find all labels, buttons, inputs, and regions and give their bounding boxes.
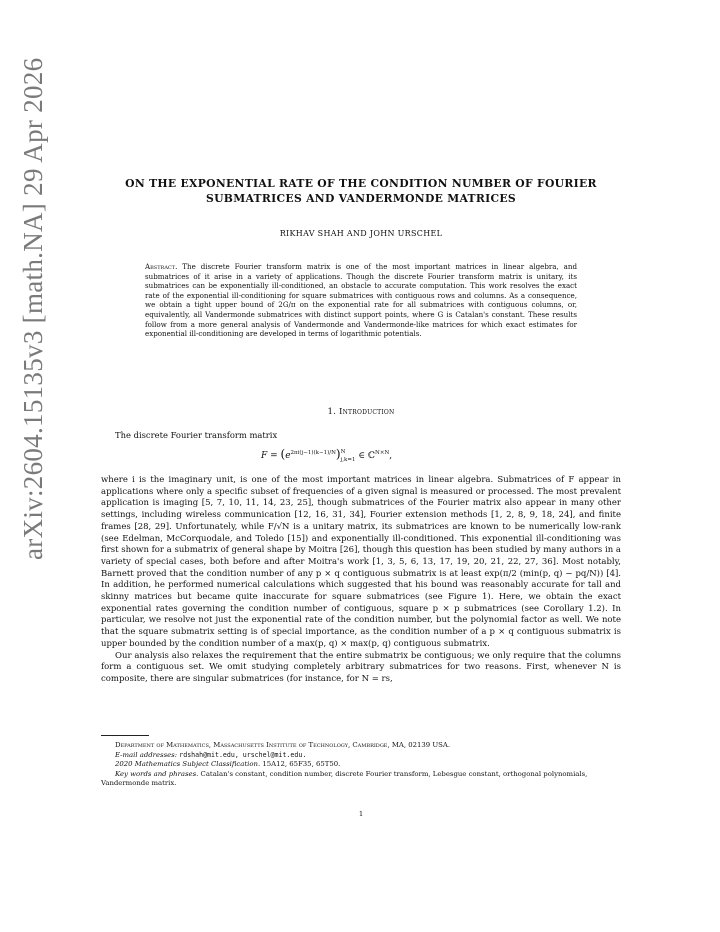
footnote-msc-label: 2020 Mathematics Subject Classification. xyxy=(115,760,261,768)
footnote-affiliation: Department of Mathematics, Massachusetts Institute of Technology, Cambridge, MA, 02139 USA. xyxy=(115,741,451,749)
footnote-keywords-line xyxy=(101,770,621,789)
footnote-msc-line xyxy=(101,760,621,770)
footnote-emails-line xyxy=(101,751,621,761)
eq-lhs: F = xyxy=(261,451,281,461)
eq-rhs: ∈ ℂ xyxy=(355,451,376,461)
footnotes xyxy=(101,741,621,789)
footnote-keywords: Catalan's constant, condition number, discrete Fourier transform, Lebesgue constant, orthogonal polynomials, Vandermonde matrix. xyxy=(101,769,588,787)
footnote-msc: 15A12, 65F35, 65T50. xyxy=(262,760,341,768)
eq-base: e xyxy=(285,451,291,461)
fourier-matrix-equation xyxy=(261,447,392,464)
eq-upper-limit: N xyxy=(340,448,346,455)
title-line-2: SUBMATRICES AND VANDERMONDE MATRICES xyxy=(205,192,517,205)
intro-paragraph-2: Our analysis also relaxes the requirement that the entire submatrix be contiguous; we only require that the columns form a contiguous set. We omit studying completely arbitrary submatrices for two reasons. First, whenever N is composite, there are singular submatrices (for instance, for N = rs, xyxy=(101,650,621,684)
footnote-emails: rdshah@mit.edu, urschel@mit.edu. xyxy=(179,750,307,759)
abstract-text: The discrete Fourier transform matrix is one of the most important matrices in linear algebra, and submatrices of it arise in a variety of applications. Though the discrete Fourier transform matrix is unitary, its submatrices can be exponentially ill-conditioned, an obstacle to accurate computation. This work resolves the exact rate of the exponential ill-conditioning for square submatrices with contiguous rows and columns. As a consequence, we obtain a tight upper bound of 2G/π on the exponential rate for all submatrices with contiguous columns, or, equivalently, all Vandermonde submatrices with distinct support points, where G is Catalan's constant. These results follow from a more general analysis of Vandermonde and Vandermonde-like matrices for which exact estimates for exponential ill-conditioning are developed in terms of logarithmic potentials. xyxy=(145,262,577,339)
page-number: 1 xyxy=(358,810,364,818)
footnote-keywords-label: Key words and phrases. xyxy=(115,769,199,778)
title-line-1: ON THE EXPONENTIAL RATE OF THE CONDITION NUMBER OF FOURIER xyxy=(125,177,597,190)
introduction-body xyxy=(101,475,621,686)
eq-close-paren: ) xyxy=(335,447,341,461)
arxiv-identifier-stamp: arXiv:2604.15135v3 [math.NA] 29 Apr 2026 xyxy=(18,57,48,560)
intro-paragraph-1: where i is the imaginary unit, is one of the most important matrices in linear algebra. Submatrices of F appear in applications where only a specific subset of frequencies of a given signal is measured or processed. The most prevalent application is imaging [5, 7, 10, 11, 14, 23, 25], though submatrices of the Fourier matrix also appear in many other settings, including wireless communication [12, 16, 31, 34], Fourier extension methods [1, 2, 8, 9, 18, 24], and finite frames [28, 29]. Unfortunately, while F/√N is a unitary matrix, its submatrices are known to be numerically low-rank (see Edelman, McCorquodale, and Toledo [15]) and exponentially ill-conditioned. This exponential ill-conditioning was first shown for a submatrix of general shape by Moitra [26], though this question has been studied by many authors in a variety of special cases, both before and after Moitra's work [1, 3, 5, 6, 13, 17, 19, 20, 21, 22, 27, 36]. Most notably, Barnett proved that the condition number of any p × q contiguous submatrix is at least exp(π/2 (min(p, q) − pq/N)) [4]. In addition, he performed numerical calculations which suggested that his bound was reasonably accurate for tall and skinny matrices but became quite inaccurate for square submatrices (see Figure 1). Here, we obtain the exact exponential rates governing the condition number of contiguous, square p × p submatrices (see Corollary 1.2). In particular, we resolve not just the exponential rate of the condition number, but the polynomial factor as well. We note that the square submatrix setting is of special importance, as the condition number of a p × q contiguous submatrix is upper bounded by the condition number of a max(p, q) × max(p, q) contiguous submatrix. xyxy=(101,475,621,649)
section-heading-introduction: 1. Introduction xyxy=(327,407,395,417)
abstract-label: Abstract. xyxy=(145,262,178,271)
eq-exponent: 2πi(j−1)(k−1)/N xyxy=(290,450,336,456)
footnote-rule xyxy=(101,735,149,736)
eq-end: , xyxy=(389,451,393,461)
eq-open-paren: ( xyxy=(280,447,286,461)
footnote-email-label: E-mail addresses: xyxy=(115,750,178,759)
paper-title xyxy=(101,176,621,206)
eq-dimension: N×N xyxy=(375,450,390,456)
eq-lower-limit: j,k=1 xyxy=(340,456,356,463)
author-list: RIKHAV SHAH AND JOHN URSCHEL xyxy=(279,229,443,238)
abstract xyxy=(145,262,577,339)
intro-lead-sentence: The discrete Fourier transform matrix xyxy=(115,430,278,440)
